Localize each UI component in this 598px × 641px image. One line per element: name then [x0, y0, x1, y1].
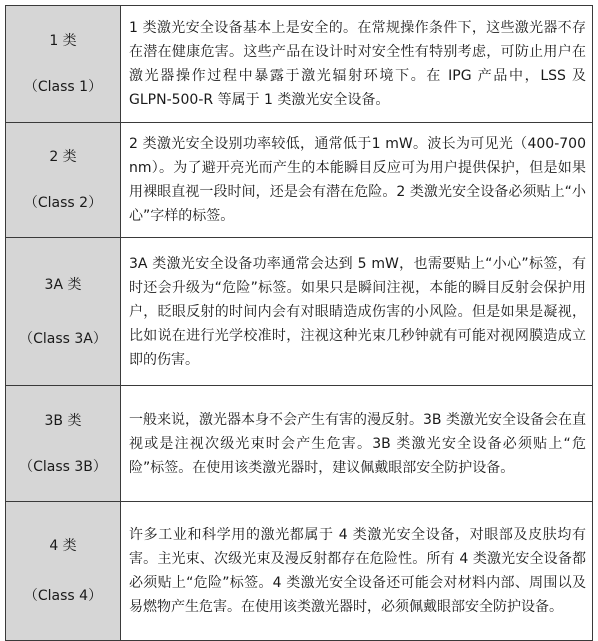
class-cell — [6, 386, 121, 502]
table-row-class-2 — [6, 123, 593, 238]
table-row-class-4 — [6, 502, 593, 641]
table-row-class-3b — [6, 386, 593, 502]
class-english: （Class 1） — [23, 79, 103, 95]
class-description: 3A 类激光安全设备功率通常会达到 5 mW，也需要贴上“小心”标签，有时还会升级为“危险”标签。如果只是瞬间注视，本能的瞬目反射会保护用户，眨眼反射的时间内会有对眼睛造成伤害的小风险。但是如果是凝视，比如说在进行光学校准时，注视这种光束几秒钟就有可能对视网膜造成立即的伤害。 — [121, 238, 593, 386]
class-english: （Class 3B） — [19, 458, 107, 475]
class-name: 3B 类 — [44, 412, 82, 429]
class-description: 许多工业和科学用的激光都属于 4 类激光安全设备，对眼部及皮肤均有害。主光束、次级光束及漫反射都存在危险性。所有 4 类激光安全设备都必须贴上“危险”标签。4 类激光安全设备还可能会对材料内部、周围以及易燃物产生危害。在使用该类激光器时，必须佩戴眼部安全防护设备。 — [121, 502, 593, 641]
class-english: （Class 4） — [23, 588, 103, 604]
class-description: 1 类激光安全设备基本上是安全的。在常规操作条件下，这些激光器不存在潜在健康危害。这些产品在设计时对安全性有特别考虑，可防止用户在激光器操作过程中暴露于激光辐射环境下。在 IPG 产品中，LSS 及 GLPN-500-R 等属于 1 类激光安全设备。 — [121, 6, 593, 123]
laser-class-table — [5, 5, 593, 641]
class-english: （Class 3A） — [19, 330, 107, 347]
laser-class-table-container — [5, 5, 593, 620]
class-cell — [6, 502, 121, 641]
class-name: 1 类 — [49, 33, 77, 49]
class-cell — [6, 238, 121, 386]
table-row-class-3a — [6, 238, 593, 386]
class-description: 2 类激光安全设别功率较低，通常低于1 mW。波长为可见光（400-700 nm）。为了避开亮光而产生的本能瞬目反应可为用户提供保护，但是如果用裸眼直视一段时间，还是会有潜在危险。2 类激光安全设备必须贴上“小心”字样的标签。 — [121, 123, 593, 238]
class-cell — [6, 6, 121, 123]
class-name: 2 类 — [49, 149, 77, 165]
class-description: 一般来说，激光器本身不会产生有害的漫反射。3B 类激光安全设备会在直视或是注视次级光束时会产生危害。3B 类激光安全设备必须贴上“危险”标签。在使用该类激光器时，建议佩戴眼部安全防护设备。 — [121, 386, 593, 502]
class-english: （Class 2） — [23, 195, 103, 211]
class-name: 4 类 — [49, 538, 77, 554]
class-cell — [6, 123, 121, 238]
class-name: 3A 类 — [44, 276, 82, 293]
table-row-class-1 — [6, 6, 593, 123]
